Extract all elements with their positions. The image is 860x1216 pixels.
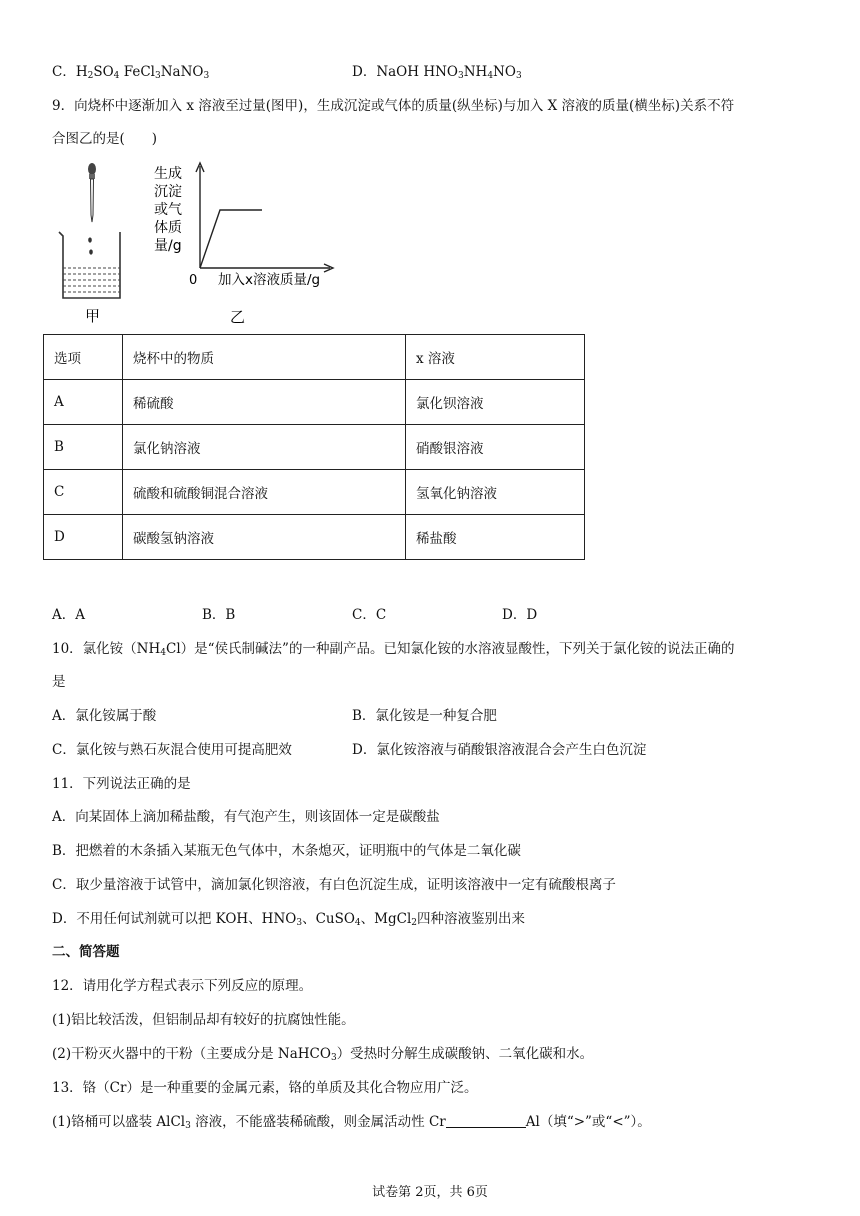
q10-option-c: C．氯化铵与熟石灰混合使用可提高肥效	[52, 742, 292, 758]
graph-y-label-2: 沉淀	[154, 184, 182, 200]
q10-stem-line1: 10．氯化铵$(NH_4Cl)$是“侯氏制碱法”的一种副产品。已知氯化铵的水溶液显酸性，下列关于氯化铵的说法正确的	[52, 641, 735, 658]
beaker-label: 甲	[85, 307, 101, 325]
table-cell: B	[44, 425, 123, 470]
q12-part2: (2)干粉灭火器中的干粉（主要成分是 NaHCO$_3$）受热时分解生成碳酸钠、二氧化碳和水。	[52, 1046, 594, 1063]
graph-y-label-5: 量/g	[154, 238, 182, 254]
q12-part1: (1)铝比较活泼，但铝制品却有较好的抗腐蚀性能。	[52, 1012, 355, 1028]
page-footer: 试卷第 2页，共 6页	[372, 1185, 488, 1200]
graph-x-label: 加入x溶液质量/g	[218, 272, 321, 288]
q11-option-c: C．取少量溶液于试管中，滴加氯化钡溶液，有白色沉淀生成，证明该溶液中一定有硫酸根离子	[52, 877, 616, 893]
q10-option-b: B．氯化铵是一种复合肥	[352, 708, 497, 724]
table-header-cell: 选项	[44, 335, 123, 380]
q11-stem: 11．下列说法正确的是	[52, 776, 191, 792]
q9-figure	[52, 160, 352, 325]
table-header-cell: x 溶液	[406, 335, 585, 380]
q11-option-a: A．向某固体上滴加稀盐酸，有气泡产生，则该固体一定是碳酸盐	[52, 809, 440, 825]
table-header-cell: 烧杯中的物质	[123, 335, 406, 380]
graph-y-label-3: 或气	[154, 202, 182, 218]
graph-y-label-1: 生成	[154, 166, 182, 182]
table-cell: 氯化钠溶液	[123, 425, 406, 470]
graph-y-label-4: 体质	[154, 220, 182, 236]
q8-option-c: C．$H_2SO_4$ FeCl$_3$NaNO$_3$	[52, 64, 210, 81]
table-cell: A	[44, 380, 123, 425]
table-cell: 氢氧化钠溶液	[406, 470, 585, 515]
q10-option-a: A．氯化铵属于酸	[52, 708, 157, 724]
q11-option-d: D．不用任何试剂就可以把 KOH、$HNO_3$、CuSO$_4$、MgCl$_2$四种溶液鉴别出来	[52, 911, 526, 928]
graph-origin: 0	[189, 273, 198, 288]
q13-stem: 13．铬（Cr）是一种重要的金属元素，铬的单质及其化合物应用广泛。	[52, 1080, 478, 1096]
graph-curve	[200, 210, 262, 268]
q12-stem: 12．请用化学方程式表示下列反应的原理。	[52, 978, 313, 994]
q9-choice-c: C．C	[352, 607, 387, 623]
table-cell: D	[44, 515, 123, 560]
q9-choice-d: D．D	[502, 607, 538, 623]
q9-choice-a: A．A	[52, 607, 85, 623]
table-row	[44, 470, 585, 515]
dropper-icon	[88, 163, 96, 222]
graph-label: 乙	[230, 308, 246, 325]
q11-option-b: B．把燃着的木条插入某瓶无色气体中，木条熄灭，证明瓶中的气体是二氧化碳	[52, 843, 521, 859]
q9-options-table	[43, 334, 585, 560]
q9-stem-line2: 合图乙的是( )	[52, 131, 158, 147]
table-row	[44, 380, 585, 425]
q10-option-d: D．氯化铵溶液与硝酸银溶液混合会产生白色沉淀	[352, 742, 647, 758]
q9-choice-b: B．B	[202, 607, 236, 623]
table-cell: 稀盐酸	[406, 515, 585, 560]
table-row	[44, 515, 585, 560]
table-cell: 硝酸银溶液	[406, 425, 585, 470]
drops-icon	[88, 237, 93, 254]
answer-blank[interactable]	[446, 1115, 526, 1128]
table-cell: 稀硫酸	[123, 380, 406, 425]
table-cell: 硫酸和硫酸铜混合溶液	[123, 470, 406, 515]
q10-stem-line2: 是	[52, 674, 66, 690]
table-cell: 碳酸氢钠溶液	[123, 515, 406, 560]
q13-part1: (1)铬桶可以盛装 AlCl$_3$ 溶液，不能盛装稀硫酸，则金属活动性 Cr Al（填“>”或“<”）。	[52, 1114, 651, 1131]
table-cell: 氯化钡溶液	[406, 380, 585, 425]
q9-stem-line1: 9．向烧杯中逐渐加入 x 溶液至过量(图甲)，生成沉淀或气体的质量(纵坐标)与加入 X 溶液的质量(横坐标)关系不符	[52, 98, 735, 114]
q8-option-d: D．NaOH $HNO_3NH_4NO_3$	[352, 64, 522, 81]
section-heading: 二、简答题	[52, 944, 120, 960]
table-header-row	[44, 335, 585, 380]
graph-axes	[196, 163, 333, 272]
table-row	[44, 425, 585, 470]
table-cell: C	[44, 470, 123, 515]
